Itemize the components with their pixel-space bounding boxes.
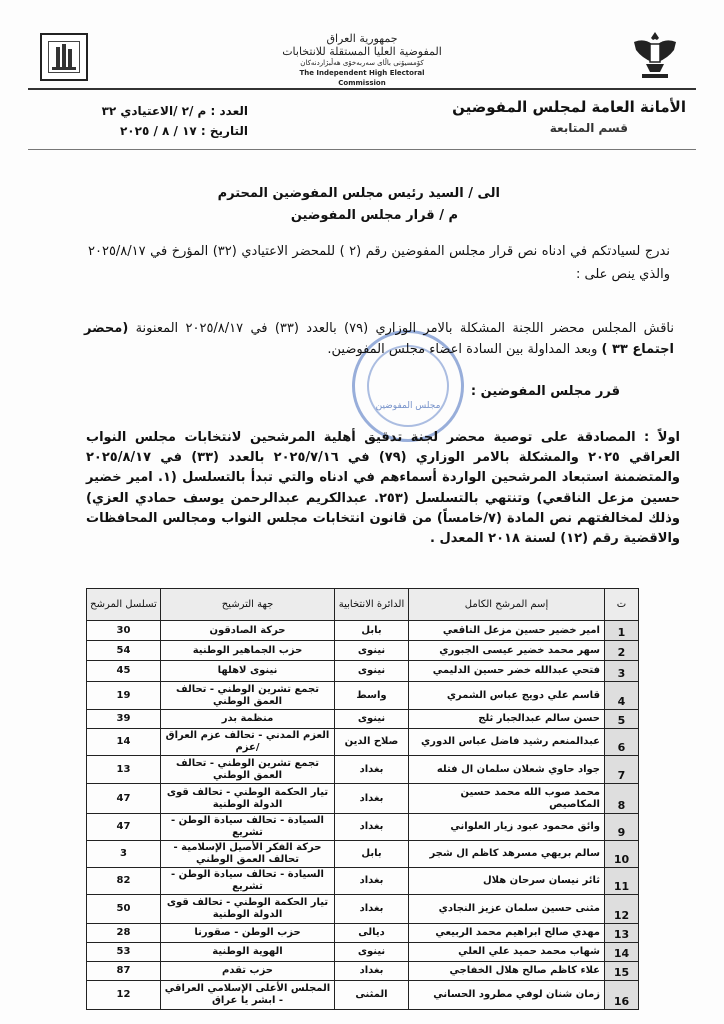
cell-name: مهدي صالح ابراهيم محمد الربيعي [409, 924, 605, 943]
decision-first-item: اولاً : المصادقة على توصية محضر لجنة تدقيق أهلية المرشحين لانتخابات مجلس النواب العراقي ٢٠٢٥ والمشكلة بالامر الوزاري (٧٩) في ٢٠٢٥/٧/١٦ بالعدد (٣٣) في ٢٠٢٥/٨/١٧ والمتضمنة استبعاد المرشحين الواردة أسماءهم في ادناه والتي تبدأ بالتسلسل (١. امير خضير حسين مزعل الناقعي) وتنتهي بالتسلسل (٢٥٣. عبدالكريم عبدالرحمن يوسف حمادي العزي) وذلك لمخالفتهم نص المادة (٧/خامساً) من قانون انتخابات مجلس النواب ومجالس المحافظات والاقضية رقم (١٢) لسنة ٢٠١٨ المعدل . [86, 430, 681, 547]
cell-name: محمد صوب الله محمد حسين المكاصيص [409, 784, 605, 814]
commission-logo [40, 33, 88, 81]
table-row [87, 729, 639, 756]
cell-candidate-number: 14 [87, 729, 161, 756]
table-row [87, 981, 639, 1010]
cell-district: واسط [335, 682, 409, 710]
stamp-text: مجلس المفوضين [375, 401, 441, 411]
cell-district: بغداد [335, 784, 409, 814]
cell-party: حركة الصادقون [161, 621, 335, 641]
reference-number: العدد : م /٢ /الاعتيادي ٣٢ [101, 104, 248, 118]
cell-party: نينوى لاهلها [161, 661, 335, 682]
reference-date: التاريخ : ١٧ / ٨ / ٢٠٢٥ [119, 124, 248, 138]
cell-seq: 13 [605, 924, 639, 943]
cell-party: السيادة - تحالف سيادة الوطن - تشريع [161, 814, 335, 841]
cell-seq: 14 [605, 943, 639, 962]
table-row [87, 661, 639, 682]
cell-party: السيادة - تحالف سيادة الوطن - تشريع [161, 868, 335, 895]
cell-candidate-number: 45 [87, 661, 161, 682]
cell-district: نينوى [335, 943, 409, 962]
table-row [87, 868, 639, 895]
cell-name: ثائر نيسان سرحان هلال [409, 868, 605, 895]
cell-name: شهاب محمد حميد علي العلي [409, 943, 605, 962]
cell-district: المثنى [335, 981, 409, 1010]
cell-seq: 15 [605, 962, 639, 981]
commission-kurdish: كۆمسیۆنی باڵای سەربەخۆی هەڵبژاردنەکان [300, 59, 424, 67]
iraq-eagle-emblem-icon [630, 28, 680, 80]
cell-district: بغداد [335, 814, 409, 841]
commission-english: The Independent High Electoral Commission [299, 69, 425, 87]
table-row [87, 924, 639, 943]
cell-candidate-number: 12 [87, 981, 161, 1010]
cell-party: منظمة بدر [161, 710, 335, 729]
cell-candidate-number: 19 [87, 682, 161, 710]
cell-name: حسن سالم عبدالجبار ثلج [409, 710, 605, 729]
section-subtitle: قسم المتابعة [549, 121, 628, 135]
cell-seq: 6 [605, 729, 639, 756]
cell-party: حزب الجماهير الوطنية [161, 641, 335, 661]
cell-party: حزب تقدم [161, 962, 335, 981]
discussion-text-b: وبعد المداولة بين السادة اعضاء مجلس المفوضين. [327, 342, 602, 357]
cell-party: العزم المدني - تحالف عزم العراق /عزم [161, 729, 335, 756]
cell-party: تيار الحكمة الوطني - تحالف قوى الدولة الوطنية [161, 784, 335, 814]
decision-heading: قرر مجلس المفوضين : [470, 384, 620, 399]
cell-candidate-number: 53 [87, 943, 161, 962]
cell-party: حركة الفكر الأصيل الإسلامية - تحالف العمق الوطني [161, 841, 335, 868]
cell-party: تجمع تشرين الوطني - تحالف العمق الوطني [161, 756, 335, 784]
cell-district: ديالى [335, 924, 409, 943]
commission-name-block [282, 32, 442, 88]
cell-candidate-number: 39 [87, 710, 161, 729]
table-header-row [87, 589, 639, 621]
header-district: الدائرة الانتخابية [335, 589, 409, 621]
cell-name: زمان شنان لوفي مطرود الحساني [409, 981, 605, 1010]
header-seq: ت [605, 589, 639, 621]
table-row [87, 943, 639, 962]
cell-district: نينوى [335, 641, 409, 661]
addressee: الى / السيد رئيس مجلس المفوضين المحترم [217, 186, 500, 201]
cell-seq: 2 [605, 641, 639, 661]
cell-name: فتحي عبدالله خضر حسين الدليمي [409, 661, 605, 682]
commission-arabic-line1: جمهورية العراق [326, 32, 398, 45]
cell-party: تيار الحكمة الوطني - تحالف قوى الدولة الوطنية [161, 895, 335, 924]
commission-arabic-line2: المفوضية العليا المستقلة للانتخابات [282, 45, 442, 58]
header-divider [28, 88, 696, 90]
cell-candidate-number: 13 [87, 756, 161, 784]
cell-party: الهوية الوطنية [161, 943, 335, 962]
cell-seq: 12 [605, 895, 639, 924]
cell-candidate-number: 28 [87, 924, 161, 943]
cell-name: عبدالمنعم رشيد فاضل عباس الدوري [409, 729, 605, 756]
cell-party: تجمع تشرين الوطني - تحالف العمق الوطني [161, 682, 335, 710]
cell-candidate-number: 50 [87, 895, 161, 924]
cell-seq: 9 [605, 814, 639, 841]
section-title: الأمانة العامة لمجلس المفوضين [452, 98, 686, 116]
header-name: إسم المرشح الكامل [409, 589, 605, 621]
cell-candidate-number: 3 [87, 841, 161, 868]
cell-name: علاء كاظم صالح هلال الخفاجي [409, 962, 605, 981]
cell-district: صلاح الدين [335, 729, 409, 756]
cell-seq: 5 [605, 710, 639, 729]
table-row [87, 841, 639, 868]
table-row [87, 621, 639, 641]
cell-district: بغداد [335, 756, 409, 784]
cell-party: حزب الوطن - صقورنا [161, 924, 335, 943]
discussion-bold: (محضر اجتماع ٣٣ ) [84, 321, 674, 357]
table-row [87, 784, 639, 814]
cell-seq: 1 [605, 621, 639, 641]
cell-district: نينوى [335, 661, 409, 682]
discussion-paragraph [84, 318, 674, 360]
cell-seq: 7 [605, 756, 639, 784]
cell-name: جواد حاوي شعلان سلمان ال فتله [409, 756, 605, 784]
cell-district: بغداد [335, 962, 409, 981]
cell-seq: 8 [605, 784, 639, 814]
cell-name: سالم بريهي مسرهد كاظم ال شجر [409, 841, 605, 868]
cell-district: بابل [335, 841, 409, 868]
discussion-text-a: ناقش المجلس محضر اللجنة المشكلة بالامر الوزاري (٧٩) بالعدد (٣٣) في ٢٠٢٥/٨/١٧ المعنونة [128, 321, 674, 336]
cell-candidate-number: 47 [87, 814, 161, 841]
table-row [87, 641, 639, 661]
cell-seq: 4 [605, 682, 639, 710]
cell-name: امير خضير حسين مزعل الناقعي [409, 621, 605, 641]
table-row [87, 682, 639, 710]
cell-name: وائق محمود عبود زيار العلواني [409, 814, 605, 841]
header-bottom-divider [28, 149, 696, 150]
cell-seq: 3 [605, 661, 639, 682]
header-party: جهة الترشيح [161, 589, 335, 621]
cell-district: بغداد [335, 895, 409, 924]
cell-seq: 16 [605, 981, 639, 1010]
intro-paragraph: ندرج لسيادتكم في ادناه نص قرار مجلس المفوضين رقم (٢ ) للمحضر الاعتيادي (٣٢) المؤرخ في ٢٠٢٥/٨/١٧ والذي ينص على : [88, 244, 670, 282]
cell-name: سهر محمد خضير عيسى الجبوري [409, 641, 605, 661]
cell-district: نينوى [335, 710, 409, 729]
excluded-candidates-table [86, 588, 639, 1010]
cell-seq: 10 [605, 841, 639, 868]
cell-seq: 11 [605, 868, 639, 895]
table-row [87, 962, 639, 981]
cell-name: مثنى حسين سلمان عزيز النجادي [409, 895, 605, 924]
cell-candidate-number: 54 [87, 641, 161, 661]
table-row [87, 710, 639, 729]
cell-candidate-number: 82 [87, 868, 161, 895]
cell-district: بغداد [335, 868, 409, 895]
table-row [87, 756, 639, 784]
table-row [87, 895, 639, 924]
cell-candidate-number: 87 [87, 962, 161, 981]
header-candidate-number: تسلسل المرشح [87, 589, 161, 621]
table-row [87, 814, 639, 841]
cell-name: قاسم علي دويج عباس الشمري [409, 682, 605, 710]
subject-line: م / قرار مجلس المفوضين [290, 208, 458, 223]
cell-district: بابل [335, 621, 409, 641]
cell-party: المجلس الأعلى الإسلامي العراقي - ابشر يا عراق [161, 981, 335, 1010]
cell-candidate-number: 30 [87, 621, 161, 641]
cell-candidate-number: 47 [87, 784, 161, 814]
